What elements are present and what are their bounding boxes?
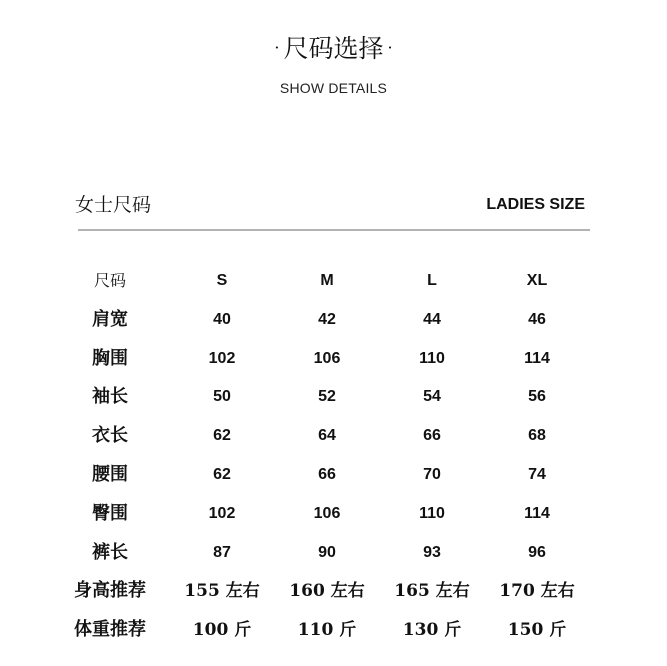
- row-label: 胸围: [92, 347, 128, 369]
- table-header-cell: M: [320, 272, 334, 289]
- table-row: [60, 456, 600, 495]
- table-cell: 54: [423, 388, 441, 406]
- table-cell: 87: [213, 543, 231, 561]
- table-row: [60, 417, 600, 456]
- table-cell: 62: [213, 427, 231, 445]
- table-cell: 96: [528, 543, 546, 561]
- table-header-row: [60, 262, 600, 301]
- table-row: [60, 301, 600, 340]
- table-header-cell: XL: [526, 272, 548, 289]
- table-header-cell: S: [216, 272, 228, 289]
- table-cell: 50: [213, 388, 231, 406]
- table-cell: 52: [318, 388, 336, 406]
- table-cell: 93: [423, 543, 441, 561]
- table-cell: 64: [318, 427, 336, 445]
- table-cell: 46: [528, 310, 546, 328]
- table-cell: 106: [313, 504, 341, 522]
- table-row: [60, 495, 600, 534]
- title-dot-left: ·: [274, 38, 280, 57]
- row-label: 衣长: [92, 425, 128, 447]
- row-label: 臀围: [92, 502, 128, 524]
- table-row: [60, 534, 600, 573]
- table-cell: 44: [423, 310, 441, 328]
- table-cell: 74: [528, 465, 546, 483]
- row-label: 腰围: [92, 463, 128, 485]
- table-row: [60, 378, 600, 417]
- table-cell: 110 斤: [297, 620, 357, 641]
- table-cell: 114: [524, 349, 550, 367]
- table-cell: 66: [423, 427, 441, 445]
- row-label: 袖长: [92, 386, 128, 408]
- table-cell: 114: [524, 504, 550, 522]
- section-label-cn: 女士尺码: [75, 194, 152, 216]
- section-label-en: LADIES SIZE: [486, 196, 585, 213]
- table-row: [60, 572, 600, 611]
- table-row: [60, 611, 600, 650]
- row-label: 裤长: [92, 541, 128, 563]
- row-label: 体重推荐: [74, 619, 146, 641]
- page-title: [0, 30, 667, 67]
- table-header-cell: L: [427, 272, 437, 289]
- table-cell: 90: [318, 543, 336, 561]
- row-label: 肩宽: [92, 308, 128, 330]
- table-cell: 42: [318, 310, 336, 328]
- table-cell: 100 斤: [192, 620, 252, 641]
- table-cell: 155 左右: [184, 581, 260, 602]
- table-cell: 170 左右: [499, 581, 575, 602]
- table-header-cell: 尺码: [93, 271, 126, 290]
- table-cell: 102: [208, 504, 236, 522]
- table-cell: 102: [208, 349, 236, 367]
- table-cell: 150 斤: [507, 620, 567, 641]
- table-cell: 130 斤: [402, 620, 462, 641]
- table-cell: 165 左右: [394, 581, 470, 602]
- table-cell: 160 左右: [289, 581, 365, 602]
- table-row: [60, 340, 600, 379]
- table-cell: 70: [423, 465, 441, 483]
- size-table: [60, 262, 600, 650]
- row-label: 身高推荐: [74, 580, 146, 602]
- page-title-text: 尺码选择: [283, 34, 384, 63]
- table-cell: 40: [213, 310, 231, 328]
- table-cell: 66: [318, 465, 336, 483]
- table-cell: 68: [528, 427, 546, 445]
- table-cell: 110: [419, 349, 445, 367]
- title-dot-right: ·: [387, 38, 393, 57]
- table-cell: 106: [313, 349, 341, 367]
- table-cell: 110: [419, 504, 445, 522]
- table-cell: 62: [213, 465, 231, 483]
- section-divider: [78, 229, 590, 231]
- page-subtitle: SHOW DETAILS: [279, 80, 388, 96]
- table-cell: 56: [528, 388, 546, 406]
